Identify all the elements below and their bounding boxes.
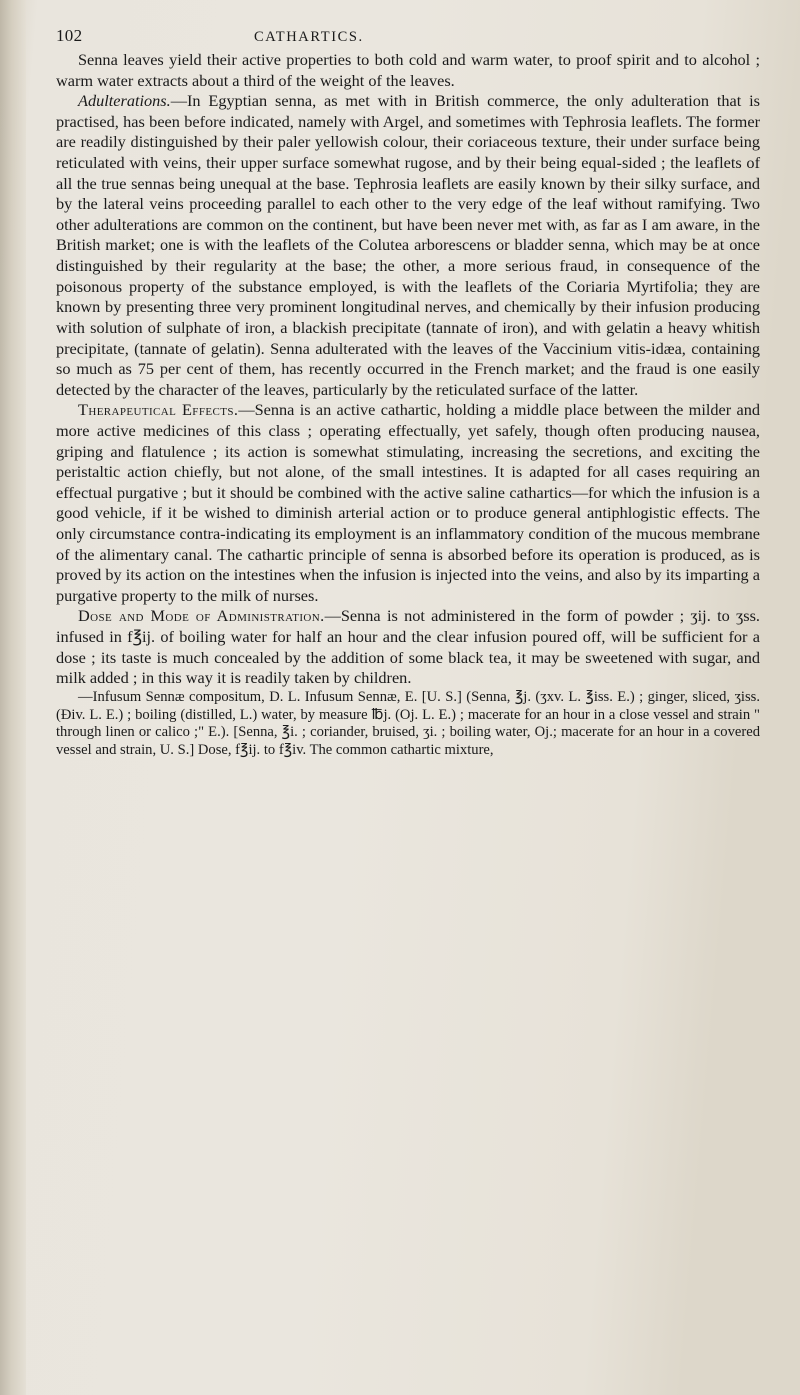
- adulterations-label: Adulterations.: [78, 91, 171, 111]
- dose-mode-heading: Dose and Mode of Administration.: [78, 606, 325, 626]
- page-body: [56, 50, 760, 760]
- page-header: [56, 26, 760, 46]
- paragraph-adulterations: [56, 91, 760, 400]
- folio-number: 102: [56, 26, 83, 45]
- paragraph-formula-note: —Infusum Sennæ compositum, D. L. Infusum Sennæ, E. [U. S.] (Senna, ℥j. (ʒxv. L. ℥iss. E.) ; ginger, sliced, ʒiss. (Ðiv. L. E.) ; boiling (distilled, L.) water, by measure ℔j. (Oj. L. E.) ; macerate for an hour in a close vessel and strain " through linen or calico ;" E.). [Senna, ℥i. ; coriander, bruised, ʒi. ; boiling water, Oj.; macerate for an hour in a covered vessel and strain, U. S.] Dose, f℥ij. to f℥iv. The common cathartic mixture,: [56, 688, 760, 758]
- paragraph-therapeutical-effects: [56, 400, 760, 606]
- running-head: CATHARTICS.: [254, 29, 364, 45]
- therapeutical-effects-text: —Senna is an active cathartic, holding a middle place between the milder and more active medicines of this class ; operating effectually, yet safely, though often producing nausea, griping and flatulence ; its action is somewhat stimulating, increasing the secretions, and exciting the peristaltic action chiefly, but not alone, of the small intestines. It is adapted for all cases requiring an effectual purgative ; but it should be combined with the active saline cathartics—for which the infusion is a good vehicle, if it be wished to diminish arterial action or to produce general antiphlogistic effects. The only circumstance contra-indicating its employment is an inflammatory condition of the mucous membrane of the alimentary canal. The cathartic principle of senna is absorbed before its operation is produced, as is proved by its action on the intestines when the infusion is injected into the veins, and also by its imparting a purgative property to the milk of nurses.: [56, 400, 760, 605]
- adulterations-text: —In Egyptian senna, as met with in British commerce, the only adulteration that is practised, has been before indicated, namely with Argel, and sometimes with Tephrosia leaflets. The former are readily distinguished by their paler yellowish colour, their coriaceous texture, their under surface being reticulated with veins, their upper surface somewhat rugose, and by their being equal-sided ; the leaflets of all the true sennas being unequal at the base. Tephrosia leaflets are easily known by their silky surface, and by the lateral veins proceeding parallel to each other to the very edge of the leaf without ramifying. Two other adulterations are common on the continent, but have been never met with, as far as I am aware, in the British market; one is with the leaflets of the Colutea arborescens or bladder senna, which may be at once distinguished by their regularity at the base; the other, a more serious fraud, in consequence of the poisonous property of the substance employed, is with the leaflets of the Coriaria Myrtifolia; they are known by presenting three very prominent longitudinal nerves, and chemically by their infusion producing with solution of sulphate of iron, a blackish precipitate (tannate of iron), and with gelatin a heavy whitish precipitate, (tannate of gelatin). Senna adulterated with the leaves of the Vaccinium vitis-idæa, containing so much as 75 per cent of them, has recently occurred in the French market; and the fraud is one easily detected by the character of the leaves, particularly by the reticulated surface of the latter.: [56, 91, 760, 399]
- therapeutical-effects-heading: Therapeutical Effects.: [78, 400, 239, 420]
- paragraph-dose-and-mode: [56, 606, 760, 688]
- paragraph-senna-leaves: Senna leaves yield their active properties to both cold and warm water, to proof spirit and to alcohol ; warm water extracts about a third of the weight of the leaves.: [56, 50, 760, 90]
- dose-mode-text: —Senna is not administered in the form of powder ; ʒij. to ʒss. infused in f℥ij. of boiling water for half an hour and the clear infusion poured off, will be sufficient for a dose ; its taste is much concealed by the addition of some black tea, it may be sweetened with sugar, and milk added ; in this way it is readily taken by children.: [56, 606, 760, 688]
